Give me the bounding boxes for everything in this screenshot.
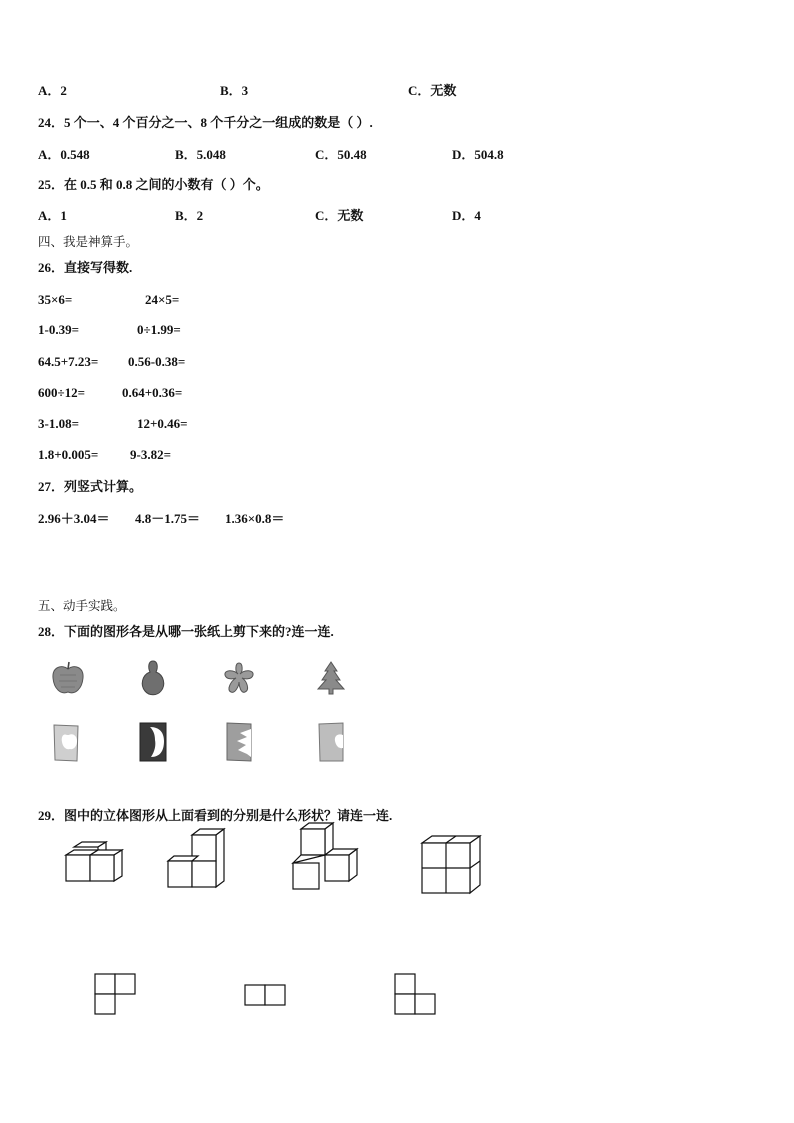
top-view-3 [394, 973, 436, 1015]
q26-question: 26．直接写得数. [38, 260, 133, 275]
solid-figure-3 [291, 822, 363, 892]
q27-problem: 2.96＋3.04＝ [38, 511, 110, 526]
q26-item: 0.56-0.38= [128, 354, 186, 369]
q25-option-d: D．4 [452, 208, 481, 223]
gourd-cutout-icon [137, 659, 169, 697]
q27-question: 27．列竖式计算。 [38, 479, 143, 494]
tree-cutout-icon [316, 660, 346, 696]
q24-option-a: A．0.548 [38, 147, 90, 162]
q23-option-a: A．2 [38, 83, 67, 98]
q26-item: 1.8+0.005= [38, 447, 99, 462]
q26-item: 12+0.46= [137, 416, 188, 431]
q29-question: 29．图中的立体图形从上面看到的分别是什么形状？请连一连. [38, 808, 393, 823]
section4-title: 四、我是神算手。 [38, 234, 139, 249]
q26-item: 0÷1.99= [137, 322, 181, 337]
tree-paper-icon [317, 721, 347, 763]
apple-cutout-icon [50, 660, 86, 696]
flower-paper-icon [225, 721, 253, 763]
q28-question: 28．下面的图形各是从哪一张纸上剪下来的?连一连. [38, 624, 334, 639]
q27-problem: 1.36×0.8＝ [225, 511, 285, 526]
q25-option-b: B．2 [175, 208, 204, 223]
q25-option-a: A．1 [38, 208, 67, 223]
top-view-2 [244, 984, 286, 1006]
q25-option-c: C．无数 [315, 208, 364, 223]
apple-paper-icon [52, 723, 80, 763]
q27-problem: 4.8－1.75＝ [135, 511, 201, 526]
flower-cutout-icon [221, 660, 257, 696]
q24-option-c: C．50.48 [315, 147, 367, 162]
q26-item: 1-0.39= [38, 322, 79, 337]
q26-item: 3-1.08= [38, 416, 79, 431]
q26-item: 9-3.82= [130, 447, 171, 462]
q26-item: 64.5+7.23= [38, 354, 99, 369]
q26-item: 35×6= [38, 292, 73, 307]
q24-option-d: D．504.8 [452, 147, 504, 162]
q26-item: 24×5= [145, 292, 180, 307]
q26-item: 0.64+0.36= [122, 385, 183, 400]
gourd-paper-icon [138, 721, 168, 763]
q26-item: 600÷12= [38, 385, 86, 400]
solid-figure-2 [164, 827, 228, 889]
solid-figure-4 [420, 834, 486, 896]
q24-option-b: B．5.048 [175, 147, 226, 162]
q23-option-b: B．3 [220, 83, 249, 98]
section5-title: 五、动手实践。 [38, 598, 126, 613]
q23-option-c: C．无数 [408, 83, 457, 98]
top-view-1 [94, 973, 136, 1015]
solid-figure-1 [64, 842, 128, 888]
q24-question: 24．5 个一、4 个百分之一、8 个千分之一组成的数是（ ）. [38, 115, 373, 130]
q25-question: 25．在 0.5 和 0.8 之间的小数有（ ）个。 [38, 177, 269, 192]
